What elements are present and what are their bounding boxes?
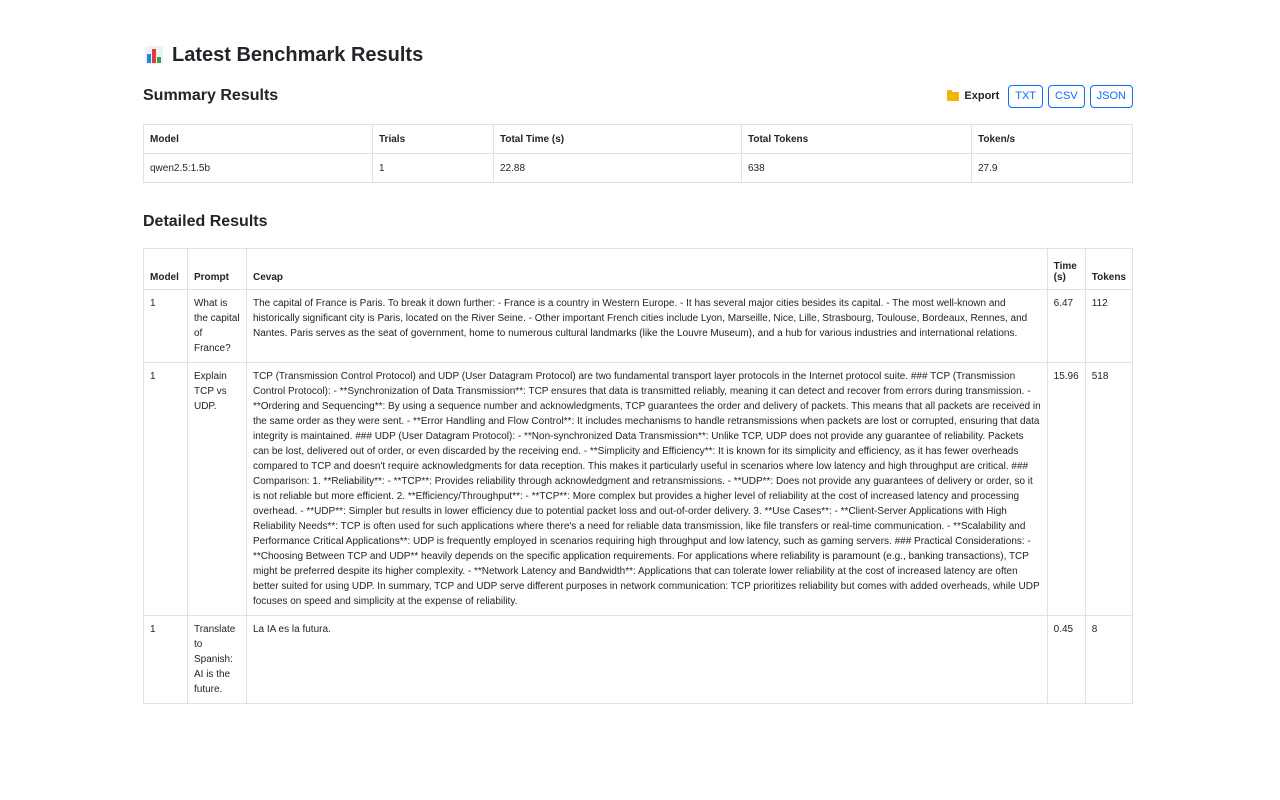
cell-response: La IA es la futura. — [246, 616, 1047, 704]
cell-model: qwen2.5:1.5b — [144, 154, 373, 183]
column-header-model: Model — [144, 249, 188, 290]
column-header-total-tokens: Total Tokens — [742, 125, 972, 154]
summary-header — [143, 82, 1133, 110]
column-header-total-time: Total Time (s) — [494, 125, 742, 154]
detailed-header-row — [144, 249, 1133, 290]
table-row — [144, 616, 1133, 704]
summary-table — [143, 124, 1133, 183]
cell-tokens: 518 — [1085, 363, 1132, 616]
cell-token-rate: 27.9 — [972, 154, 1133, 183]
cell-time: 0.45 — [1047, 616, 1085, 704]
column-header-token-rate: Token/s — [972, 125, 1133, 154]
export-txt-button[interactable]: TXT — [1008, 85, 1043, 108]
cell-tokens: 8 — [1085, 616, 1132, 704]
cell-prompt: Explain TCP vs UDP. — [187, 363, 246, 616]
column-header-model: Model — [144, 125, 373, 154]
cell-model: 1 — [144, 616, 188, 704]
cell-prompt: What is the capital of France? — [187, 290, 246, 363]
table-row — [144, 363, 1133, 616]
cell-total-tokens: 638 — [742, 154, 972, 183]
export-toolbar — [947, 85, 1133, 108]
cell-time: 6.47 — [1047, 290, 1085, 363]
table-row — [144, 290, 1133, 363]
export-json-button[interactable]: JSON — [1090, 85, 1133, 108]
page-title — [143, 38, 1133, 72]
page-title-text: Latest Benchmark Results — [172, 43, 424, 66]
column-header-trials: Trials — [373, 125, 494, 154]
column-header-prompt: Prompt — [187, 249, 246, 290]
summary-title: Summary Results — [143, 87, 279, 104]
cell-tokens: 112 — [1085, 290, 1132, 363]
cell-response: The capital of France is Paris. To break it down further: - France is a country in Western Europe. - It has several major cities besides its capital. - The most well-known and historically significant city is Paris, located on the River Seine. - Other important French cities include Lyon, Marseille, Nice, Lille, Strasbourg, Toulouse, Bordeaux, Rennes, and Nantes. Paris serves as the seat of government, home to numerous cultural landmarks (like the Louvre Museum), and a hub for various industries and international relations. — [246, 290, 1047, 363]
export-label-text: Export — [964, 90, 1000, 102]
folder-icon — [947, 92, 959, 101]
column-header-time: Time (s) — [1047, 249, 1085, 290]
cell-response: TCP (Transmission Control Protocol) and UDP (User Datagram Protocol) are two fundamental transport layer protocols in the Internet protocol suite. ### TCP (Transmission Control Protocol): - **Synchronization of Data Transmission**: TCP ensures that data is transmitted reliably, meaning it can detect and recover from errors during transmission. - **Ordering and Sequencing**: By using a sequence number and acknowledgments, TCP guarantees the order and delivery of packets. This means that all packets are received in the same order as they were sent. - **Error Handling and Flow Control**: It includes mechanisms to handle retransmissions when packets are lost or corrupted, ensuring that data integrity is maintained. ### UDP (User Datagram Protocol): - **Non-synchronized Data Transmission**: Unlike TCP, UDP does not provide any guarantee of reliability. Packets can be lost, delivered out of order, or even discarded by the receiving end. - **Simplicity and Efficiency**: It is known for its simplicity and efficiency, as it has fewer overheads compared to TCP and doesn't require acknowledgments for data reception. This makes it particularly useful in scenarios where low latency and high throughput are critical. ### Comparison: 1. **Reliability**: - **TCP**: Provides reliability through acknowledgment and retransmissions. - **UDP**: Does not provide any guarantees of delivery or order, so it is not reliable but more efficient. 2. **Efficiency/Throughput**: - **TCP**: More complex but provides a higher level of reliability at the cost of increased latency and processing overhead. - **UDP**: Simpler but results in lower efficiency due to potential packet loss and out-of-order delivery. 3. **Use Cases**: - **Client-Server Applications with High Reliability Needs**: TCP is often used for such applications where there's a need for reliable data transmission, like file transfers or real-time communication. - **Scalability and Performance Critical Applications**: UDP is frequently employed in scenarios requiring high throughput and low latency, such as gaming servers. ### Practical Considerations: - **Choosing Between TCP and UDP** heavily depends on the specific application requirements. For applications where reliability is paramount (e.g., banking transactions), TCP might be preferred despite its higher complexity. - **Network Latency and Bandwidth**: Applications that can tolerate lower reliability at the cost of increased latency are often better suited for using UDP. In summary, TCP and UDP serve different purposes in network communication: TCP prioritizes reliability but comes with added overheads, while UDP focuses on speed and simplicity at the expense of reliability. — [246, 363, 1047, 616]
cell-time: 15.96 — [1047, 363, 1085, 616]
summary-header-row — [144, 125, 1133, 154]
cell-total-time: 22.88 — [494, 154, 742, 183]
column-header-response: Cevap — [246, 249, 1047, 290]
export-label — [947, 90, 999, 102]
column-header-tokens: Tokens — [1085, 249, 1132, 290]
benchmark-page — [143, 38, 1133, 704]
cell-trials: 1 — [373, 154, 494, 183]
cell-model: 1 — [144, 290, 188, 363]
detailed-table — [143, 248, 1133, 704]
cell-prompt: Translate to Spanish: AI is the future. — [187, 616, 246, 704]
export-csv-button[interactable]: CSV — [1048, 85, 1085, 108]
cell-model: 1 — [144, 363, 188, 616]
bar-chart-icon — [145, 46, 163, 64]
table-row — [144, 154, 1133, 183]
detailed-title: Detailed Results — [143, 213, 268, 230]
